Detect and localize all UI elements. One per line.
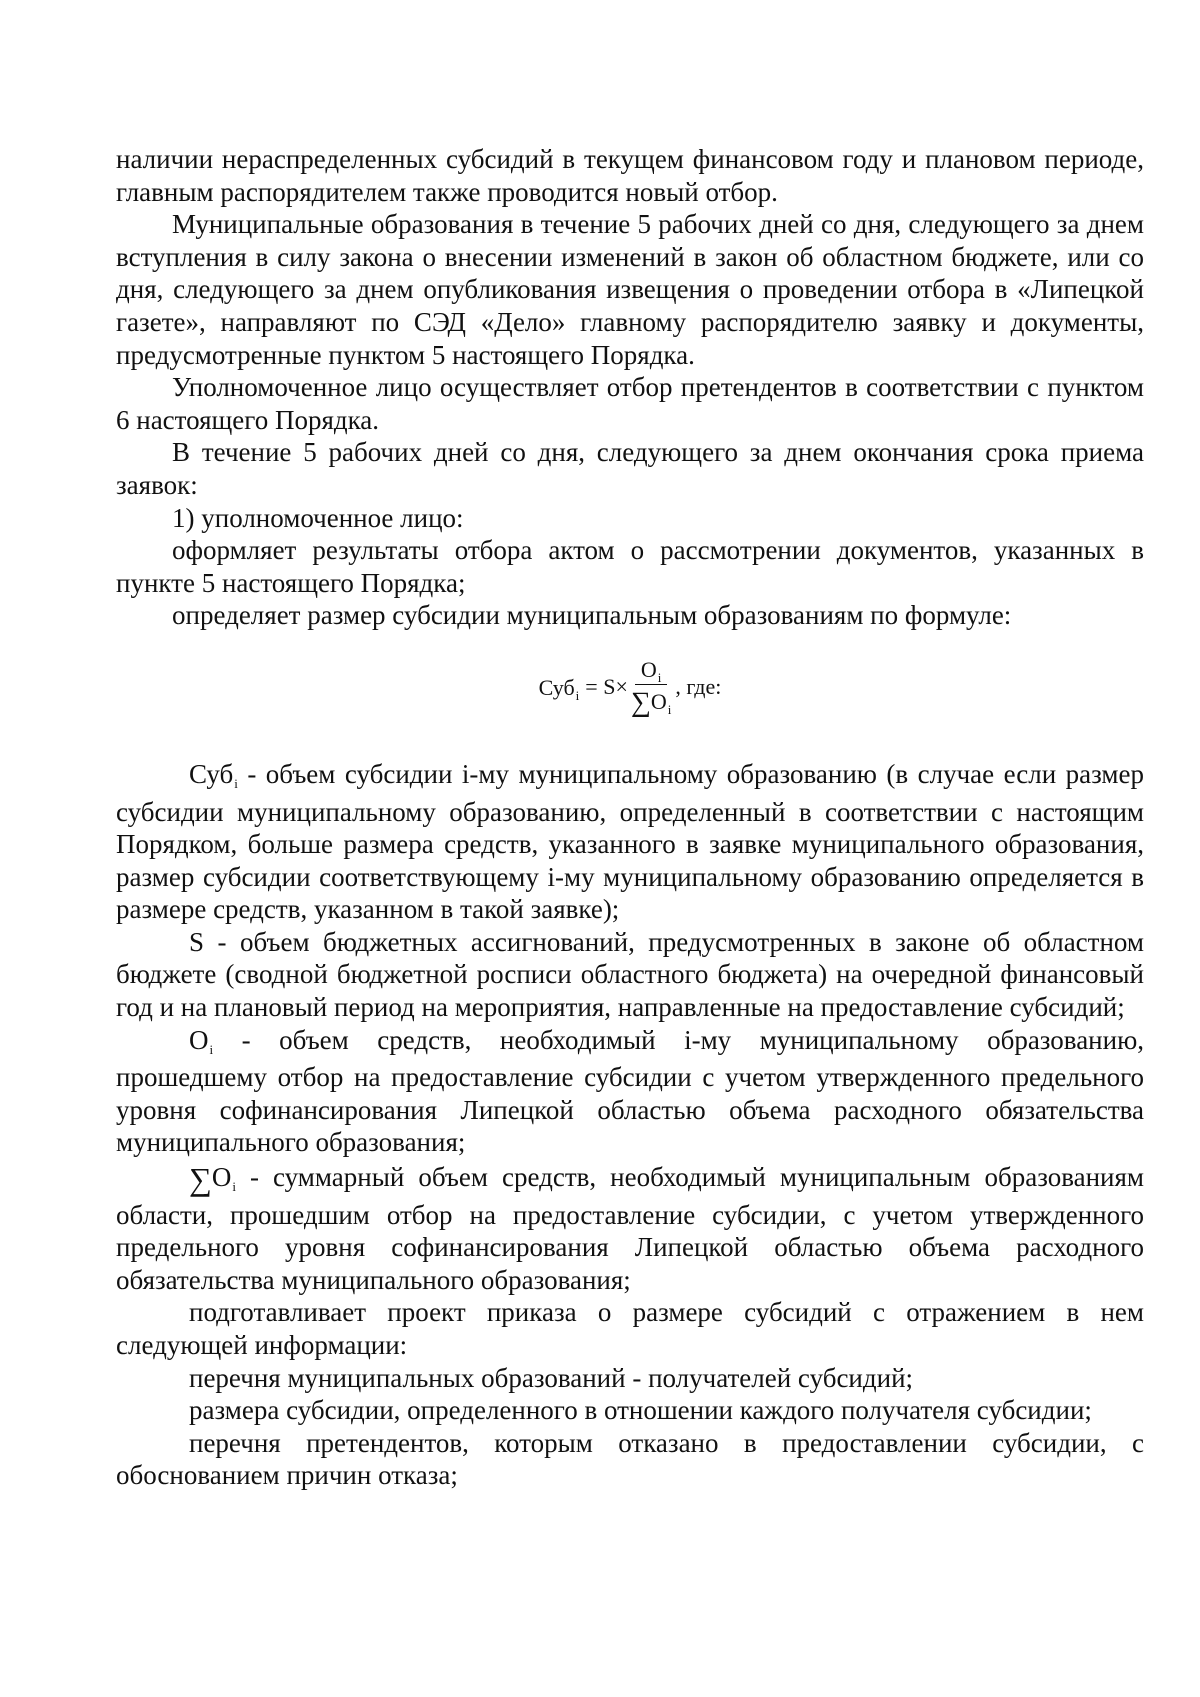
paragraph: перечня претендентов, которым отказано в предоставлении субсидии, с обоснованием причин отказа; [116,1427,1144,1491]
definition-sub-text: - объем субсидии i-му муниципальному образованию (в случае если размер субсидии муниципальному образованию, определенный в соответствии с настоящим Порядком, больше размера средств, указанного в заявке муниципального образования, размер субсидии соответствующему i-му муниципальному образованию определяется в размере средств, указанном в такой заявке); [116,758,1144,925]
definition-sub-symbol: Суб [189,758,234,789]
formula-lhs-symbol: Суб [538,674,575,700]
definition-s: S - объем бюджетных ассигнований, предусмотренных в законе об областном бюджете (сводной бюджетной росписи областного бюджета) на очередной финансовый год и на плановый период на мероприятия, направленные на предоставление субсидий; [116,926,1144,1023]
formula-suffix: , где: [675,673,722,699]
paragraph: Уполномоченное лицо осуществляет отбор претендентов в соответствии с пунктом 6 настоящего Порядка. [116,372,1144,435]
paragraph: оформляет результаты отбора актом о рассмотрении документов, указанных в пункте 5 настоящего Порядка; [116,535,1144,598]
paragraph: подготавливает проект приказа о размере субсидий с отражением в нем следующей информации: [116,1297,1144,1360]
paragraph: В течение 5 рабочих дней со дня, следующего за днем окончания срока приема заявок: [116,437,1144,500]
definition-oi-symbol: O [189,1024,209,1055]
formula-lhs-subscript: i [575,687,580,703]
formula-denominator-subscript: i [667,701,672,717]
definition-sum-oi-subscript: i [232,1179,236,1195]
paragraph: наличии нераспределенных субсидий в текущем финансовом году и плановом периоде, главным распорядителем также проводится новый отбор. [116,144,1144,207]
formula-denominator [630,685,672,718]
sigma-icon: ∑ [630,686,651,718]
paragraph: Муниципальные образования в течение 5 рабочих дней со дня, следующего за днем вступления в силу закона о внесении изменений в закон об областном бюджете, или со дня, следующего за днем опубликования извещения о проведении отбора в «Липецкой газете», направляют по СЭД «Дело» главному распорядителю заявку и документы, предусмотренные пунктом 5 настоящего Порядка. [116,209,1144,370]
definition-sum-oi [116,1159,1144,1296]
formula-denominator-symbol: O [650,688,667,714]
formula-equals-s-times: = S× [585,673,628,699]
formula-lhs [538,674,580,703]
definition-sum-oi-symbol: O [211,1162,232,1193]
definition-sum-oi-text: - суммарный объем средств, необходимый муниципальным образованиям области, прошедшим отбор на предоставление субсидии, с учетом утвержденного предельного уровня софинансирования Липецкой областью объема расходного обязательства муниципального образования; [116,1162,1144,1295]
definition-sub-subscript: i [234,775,238,791]
subsidy-formula [116,654,1144,720]
paragraph: перечня муниципальных образований - получателей субсидий; [189,1362,914,1393]
definition-oi-subscript: i [209,1041,214,1057]
document-body [116,143,1144,1492]
paragraph: 1) уполномоченное лицо: [172,502,464,533]
formula-numerator [635,656,668,685]
formula-fraction [630,656,672,718]
definition-sub [116,758,1144,926]
paragraph: размера субсидии, определенного в отношении каждого получателя субсидии; [189,1395,1092,1426]
formula-numerator-subscript: i [657,669,662,685]
sigma-icon: ∑ [189,1161,212,1198]
formula-numerator-symbol: O [640,656,657,682]
paragraph: определяет размер субсидии муниципальным образованиям по формуле: [172,600,1012,631]
definition-oi-text: - объем средств, необходимый i-му муниципальному образованию, прошедшему отбор на предоставление субсидии с учетом утвержденного предельного уровня софинансирования Липецкой областью объема расходного обязательства муниципального образования; [116,1024,1144,1158]
definition-oi [116,1024,1144,1159]
